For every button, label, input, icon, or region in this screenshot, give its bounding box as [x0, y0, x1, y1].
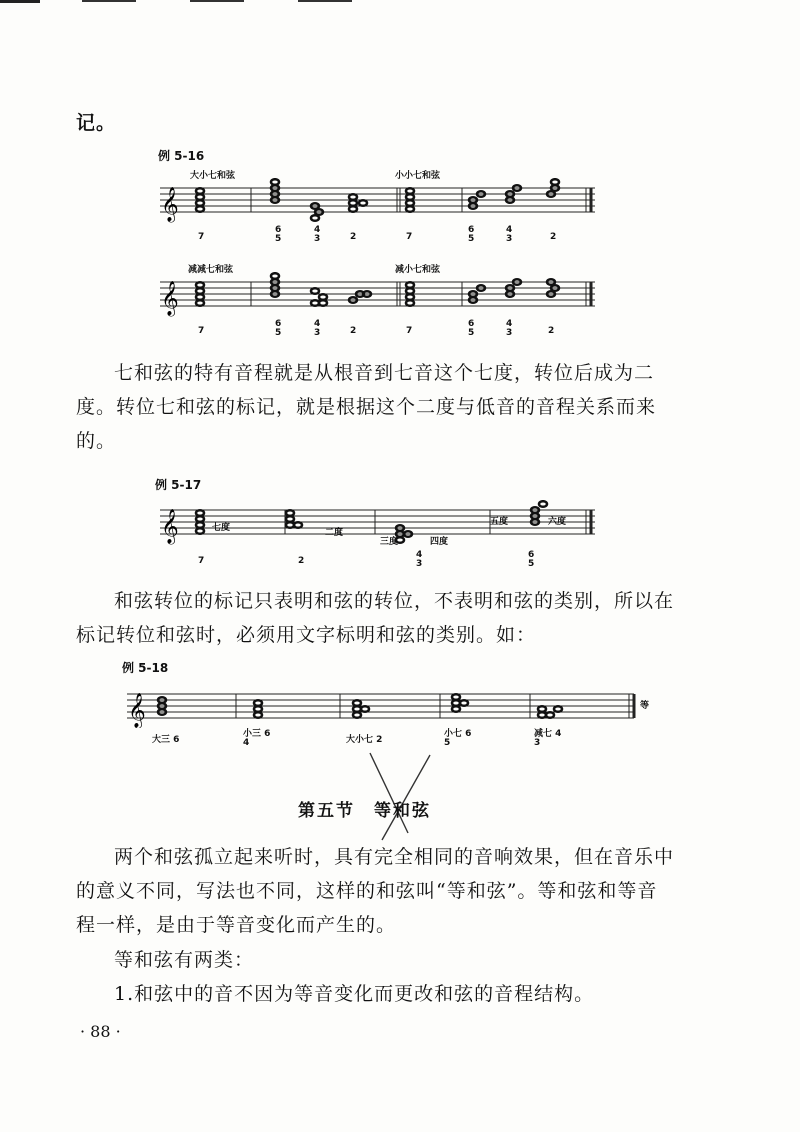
figured-bass: 6 5: [528, 550, 535, 569]
interval-annotation: 四度: [430, 537, 449, 547]
page-number: · 88 ·: [80, 1022, 121, 1041]
figured-bass: 7: [198, 326, 205, 336]
figured-bass: 4 3: [314, 225, 321, 244]
interval-annotation: 二度: [325, 528, 344, 538]
treble-clef-icon: 𝄞: [161, 187, 179, 222]
end-mark: 等: [640, 701, 650, 711]
figured-bass: 6 5: [468, 225, 475, 244]
chord-label: 小七 6 5: [444, 729, 472, 748]
paragraph: 等和弦有两类：: [114, 949, 255, 971]
opening-fragment: 记。: [76, 112, 117, 134]
chord-title: 减小七和弦: [395, 265, 441, 275]
figured-bass: 4 3: [506, 225, 513, 244]
figured-bass: 2: [298, 556, 305, 566]
interval-annotation: 七度: [212, 523, 231, 533]
treble-clef-icon: 𝄞: [161, 281, 179, 316]
chord-label: 大三 6: [152, 735, 180, 745]
figured-bass: 4 3: [506, 319, 513, 338]
paragraph: 1.和弦中的音不因为等音变化而更改和弦的音程结构。: [114, 983, 595, 1005]
paragraph: 和弦转位的标记只表明和弦的转位，不表明和弦的类别，所以在标记转位和弦时，必须用文字标明和弦的类别。如：: [76, 590, 675, 646]
figured-bass: 4 3: [314, 319, 321, 338]
figured-bass: 2: [548, 326, 555, 336]
section-title: 第五节 等和弦: [298, 801, 431, 821]
music-staff: [122, 684, 642, 728]
example-label: 例 5-16: [158, 149, 205, 163]
top-rule: [82, 0, 136, 2]
figured-bass: 7: [406, 326, 413, 336]
chord-label: 减七 4 3: [534, 729, 562, 748]
figured-bass: 7: [198, 232, 205, 242]
pencil-cross-mark: [360, 745, 440, 845]
interval-annotation: 三度: [380, 537, 399, 547]
interval-annotation: 五度: [490, 517, 509, 527]
paragraph: 七和弦的特有音程就是从根音到七音这个七度，转位后成为二度。转位七和弦的标记，就是根据这个二度与低音的音程关系而来的。: [76, 362, 657, 452]
interval-annotation: 六度: [548, 517, 567, 527]
figured-bass: 6 5: [275, 225, 282, 244]
music-staff: [155, 272, 605, 322]
figured-bass: 7: [406, 232, 413, 242]
treble-clef-icon: 𝄞: [161, 509, 179, 544]
figured-bass: 2: [350, 326, 357, 336]
music-staff: [155, 178, 605, 228]
chord-label: 小三 6 4: [243, 729, 271, 748]
chord-label: 大小七 2: [346, 735, 383, 745]
figured-bass: 2: [350, 232, 357, 242]
treble-clef-icon: 𝄞: [128, 693, 146, 728]
top-rule: [190, 0, 244, 2]
example-label: 例 5-18: [122, 661, 169, 675]
chord-title: 大小七和弦: [190, 171, 236, 181]
chord-title: 小小七和弦: [395, 171, 441, 181]
top-rule: [0, 0, 40, 3]
paragraph: 两个和弦孤立起来听时，具有完全相同的音响效果，但在音乐中的意义不同，写法也不同，这样的和弦叫“等和弦”。等和弦和等音程一样，是由于等音变化而产生的。: [76, 846, 675, 936]
figured-bass: 6 5: [468, 319, 475, 338]
figured-bass: 2: [550, 232, 557, 242]
example-label: 例 5-17: [155, 478, 202, 492]
chord-title: 减减七和弦: [188, 265, 234, 275]
figured-bass: 4 3: [416, 550, 423, 569]
figured-bass: 6 5: [275, 319, 282, 338]
figured-bass: 7: [198, 556, 205, 566]
top-rule: [298, 0, 352, 2]
